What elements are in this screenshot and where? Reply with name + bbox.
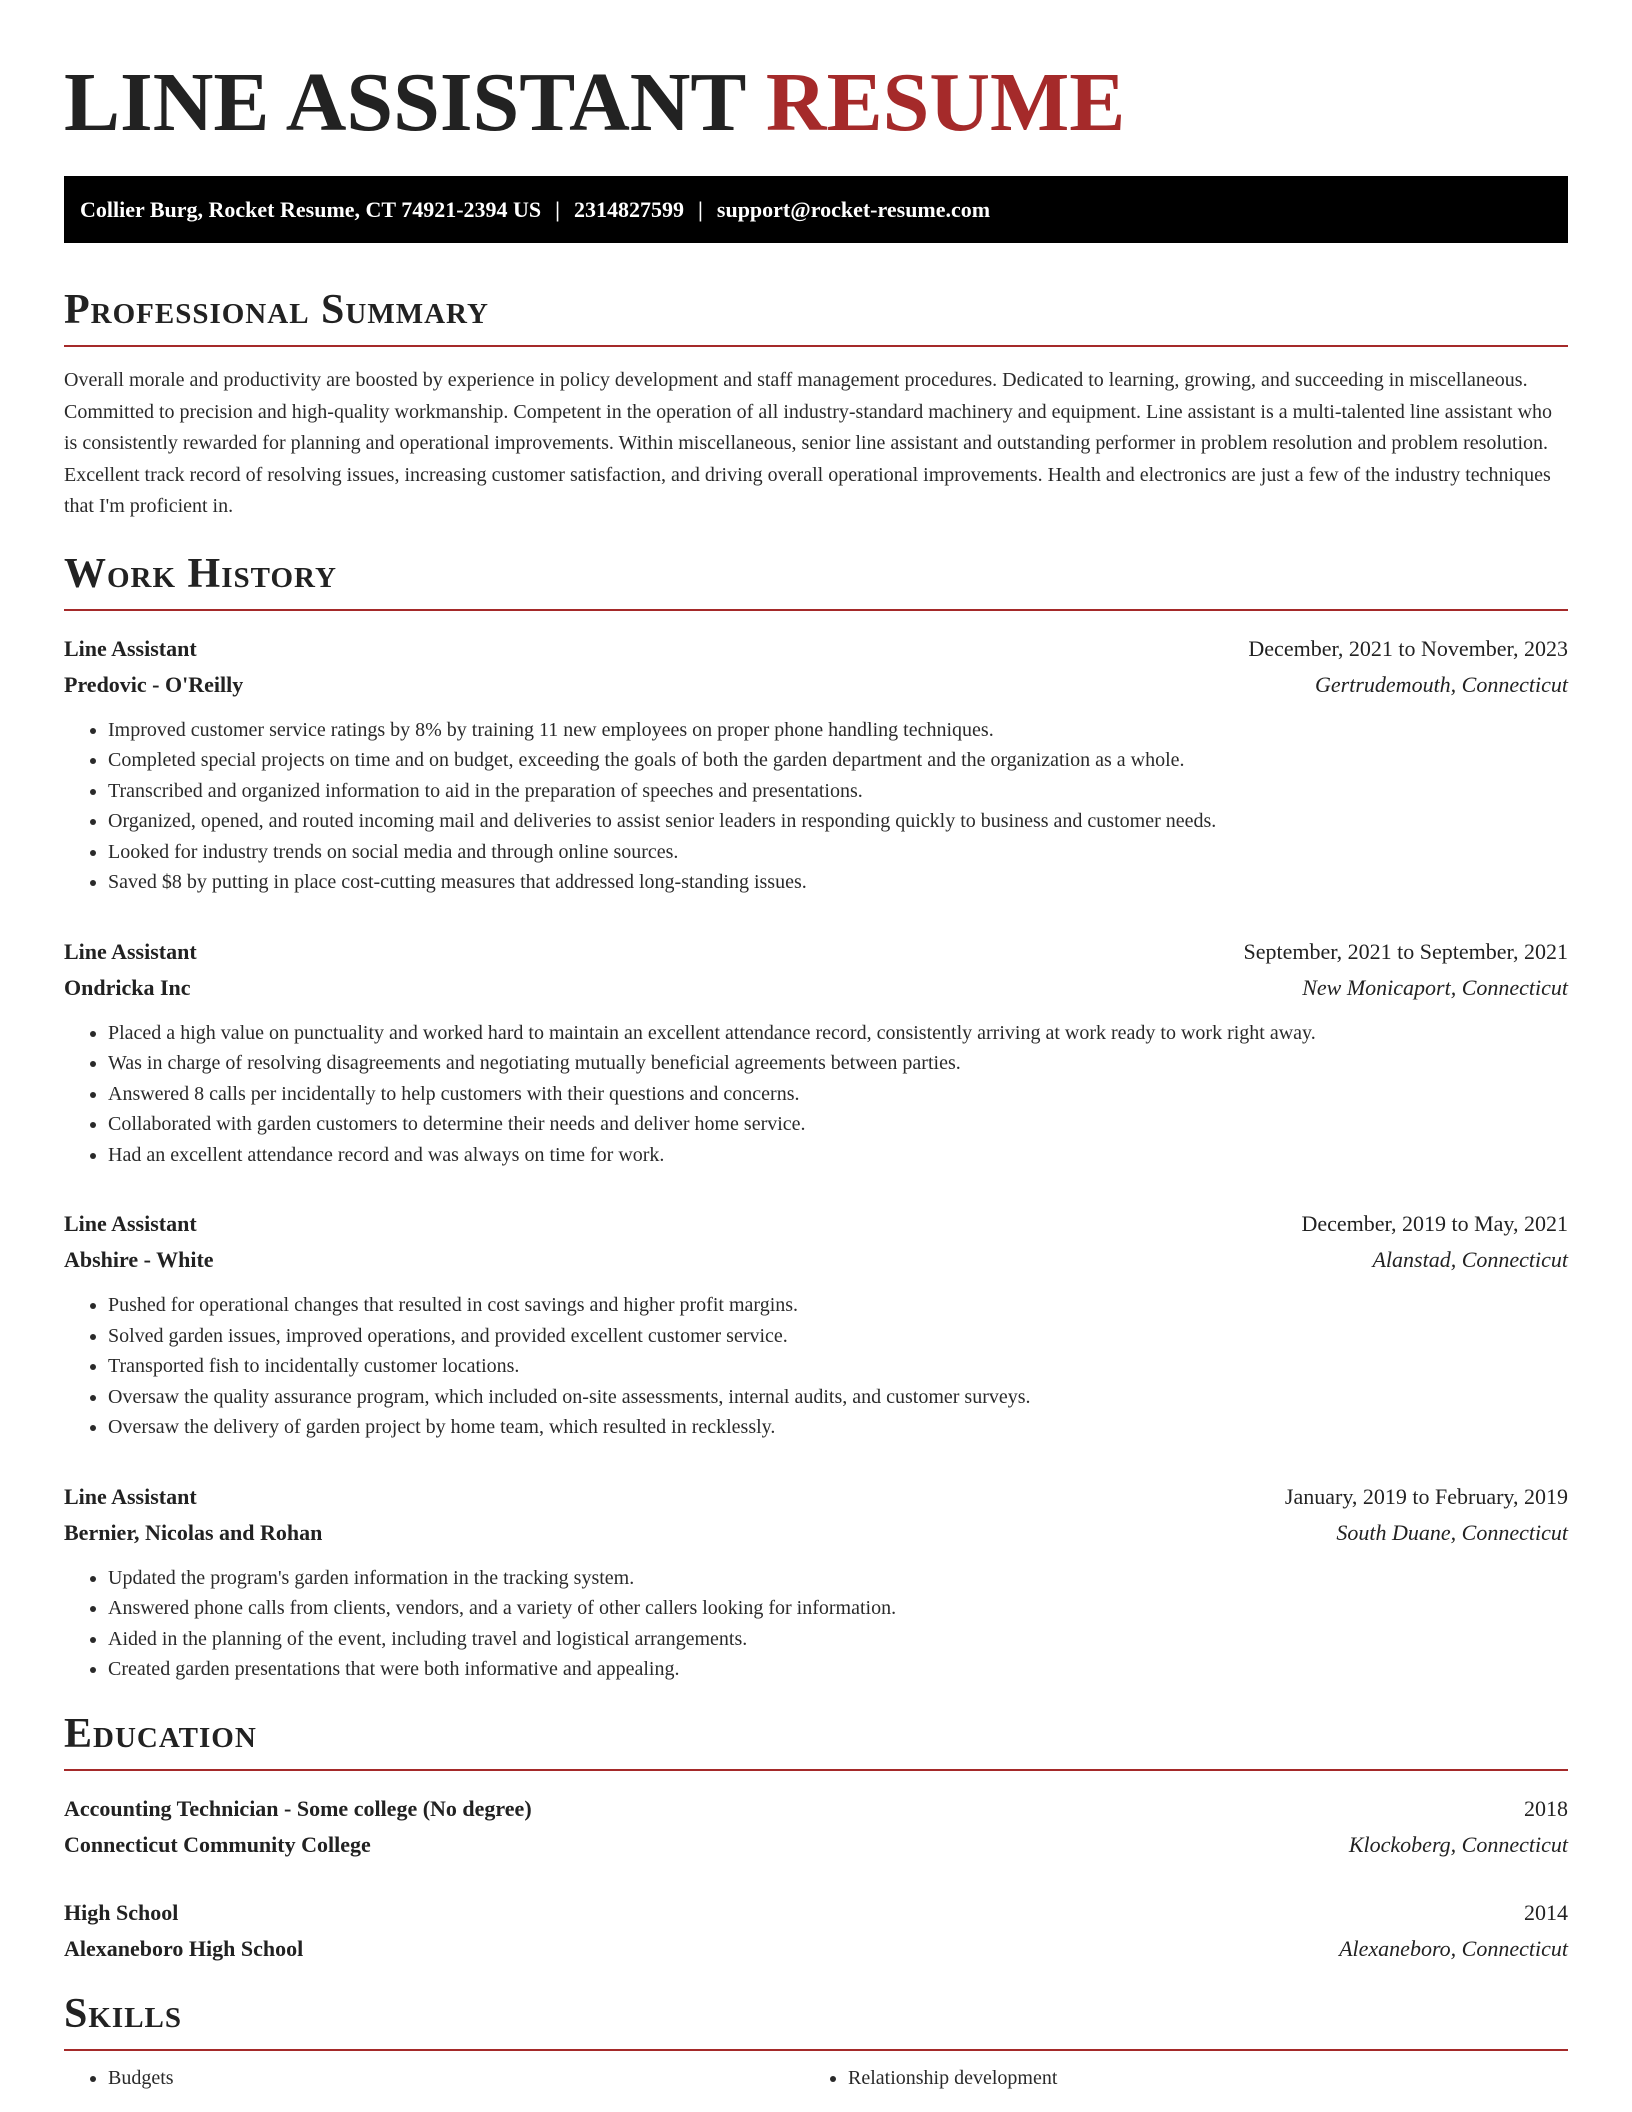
- job-dates: December, 2019 to May, 2021: [1301, 1211, 1568, 1236]
- job-bullet: • Was in charge of resolving disagreements and negotiating mutually beneficial agreements between parties.: [108, 1048, 1568, 1079]
- summary-section: [64, 285, 1568, 523]
- skills-list: [64, 2063, 1568, 2093]
- contact-email: support@rocket-resume.com: [716, 197, 991, 222]
- work-history-heading: Work History: [64, 550, 337, 597]
- job-location: Gertrudemouth, Connecticut: [1315, 671, 1568, 697]
- job-bullet: • Completed special projects on time and on budget, exceeding the goals of both the garden department and the organization as a whole.: [108, 745, 1568, 776]
- job-bullets: [64, 1018, 1568, 1171]
- job-entry: [64, 1479, 1568, 1685]
- summary-text: Overall morale and productivity are boosted by experience in policy development and staff management procedures. Dedicated to learning, growing, and succeeding in miscellaneous. Committed to precision and high-quality workmanship. Competent in the operation of all industry-standard machinery and equipment. Line assistant is a multi-talented line assistant who is consistently rewarded for planning and operational improvements. Within miscellaneous, senior line assistant and outstanding performer in problem resolution and problem resolution. Excellent track record of resolving issues, increasing customer satisfaction, and driving overall operational improvements. Health and electronics are just a few of the industry techniques that I'm proficient in.: [64, 369, 1553, 517]
- education-entry: [64, 1791, 1568, 1863]
- job-dates: September, 2021 to September, 2021: [1243, 938, 1568, 964]
- job-bullet: • Had an excellent attendance record and was always on time for work.: [108, 1140, 1568, 1171]
- job-bullet: • Collaborated with garden customers to determine their needs and deliver home service.: [108, 1109, 1568, 1140]
- job-bullet: • Pushed for operational changes that resulted in cost savings and higher profit margins.: [108, 1290, 1568, 1321]
- job-entry: [64, 631, 1568, 898]
- job-entry: [64, 934, 1568, 1171]
- job-bullet: • Improved customer service ratings by 8% by training 11 new employees on proper phone handling techniques.: [108, 715, 1568, 746]
- job-bullet: • Aided in the planning of the event, including travel and logistical arrangements.: [108, 1624, 1568, 1655]
- job-bullet: • Organized, opened, and routed incoming mail and deliveries to assist senior leaders in responding quickly to business and customer needs.: [108, 806, 1568, 837]
- contact-separator: |: [555, 197, 561, 222]
- resume-title: [64, 0, 1568, 148]
- job-location: Alanstad, Connecticut: [1372, 1247, 1568, 1272]
- job-bullet: • Placed a high value on punctuality and worked hard to maintain an excellent attendance record, consistently arriving at work ready to work right away.: [108, 1018, 1568, 1049]
- job-title: Line Assistant: [64, 635, 197, 661]
- title-main: LINE ASSISTANT: [64, 56, 745, 149]
- education-location: Klockoberg, Connecticut: [1348, 1831, 1568, 1857]
- job-title: Line Assistant: [64, 938, 197, 964]
- title-accent: RESUME: [765, 56, 1126, 149]
- job-title: Line Assistant: [64, 1483, 197, 1509]
- skill-item: • Relationship development: [848, 2063, 1544, 2093]
- section-divider: [64, 2049, 1568, 2051]
- job-bullet: • Saved $8 by putting in place cost-cutting measures that addressed long-standing issues.: [108, 867, 1568, 898]
- job-bullet: • Updated the program's garden information in the tracking system.: [108, 1563, 1568, 1594]
- contact-separator: |: [698, 197, 703, 222]
- work-history-section: [64, 549, 1568, 1685]
- job-dates: December, 2021 to November, 2023: [1248, 635, 1568, 661]
- skills-column-right: [804, 2063, 1544, 2093]
- section-divider: [64, 609, 1568, 611]
- job-entry: [64, 1206, 1568, 1443]
- education-degree: Accounting Technician - Some college (No degree): [64, 1795, 532, 1821]
- education-school: Connecticut Community College: [64, 1831, 371, 1857]
- education-location: Alexaneboro, Connecticut: [1339, 1935, 1568, 1961]
- job-company: Bernier, Nicolas and Rohan: [64, 1519, 323, 1545]
- contact-phone: 2314827599: [574, 197, 685, 222]
- section-divider: [64, 345, 1568, 347]
- job-bullets: [64, 1290, 1568, 1443]
- education-year: 2018: [1524, 1795, 1568, 1821]
- skills-heading: Skills: [64, 1990, 183, 2037]
- education-degree: High School: [64, 1899, 179, 1925]
- job-company: Predovic - O'Reilly: [64, 671, 244, 697]
- job-bullet: • Oversaw the delivery of garden project by home team, which resulted in recklessly.: [108, 1412, 1568, 1443]
- contact-bar: [64, 176, 1568, 243]
- education-heading: Education: [64, 1710, 257, 1757]
- skill-item: • Budgets: [108, 2063, 804, 2093]
- education-section: [64, 1709, 1568, 1967]
- summary-heading: Professional Summary: [64, 287, 489, 333]
- job-bullet: • Answered 8 calls per incidentally to help customers with their questions and concerns.: [108, 1079, 1568, 1110]
- job-dates: January, 2019 to February, 2019: [1284, 1483, 1568, 1509]
- job-bullet: • Transported fish to incidentally customer locations.: [108, 1351, 1568, 1382]
- job-bullets: [64, 1563, 1568, 1685]
- skills-column-left: [64, 2063, 804, 2093]
- job-bullet: • Transcribed and organized information to aid in the preparation of speeches and presentations.: [108, 776, 1568, 807]
- job-bullet: • Solved garden issues, improved operations, and provided excellent customer service.: [108, 1321, 1568, 1352]
- job-title: Line Assistant: [64, 1211, 197, 1236]
- job-location: South Duane, Connecticut: [1336, 1519, 1568, 1545]
- skills-section: [64, 1989, 1568, 2093]
- education-school: Alexaneboro High School: [64, 1935, 304, 1961]
- education-year: 2014: [1524, 1899, 1568, 1925]
- job-company: Ondricka Inc: [64, 974, 191, 1000]
- job-bullet: • Answered phone calls from clients, vendors, and a variety of other callers looking for information.: [108, 1593, 1568, 1624]
- job-company: Abshire - White: [64, 1247, 214, 1272]
- education-entry: [64, 1895, 1568, 1967]
- job-bullet: • Created garden presentations that were both informative and appealing.: [108, 1654, 1568, 1685]
- job-bullets: [64, 715, 1568, 898]
- job-bullet: • Oversaw the quality assurance program, which included on-site assessments, internal audits, and customer surveys.: [108, 1382, 1568, 1413]
- contact-address: Collier Burg, Rocket Resume, CT 74921-2394 US: [80, 197, 542, 222]
- section-divider: [64, 1769, 1568, 1771]
- job-bullet: • Looked for industry trends on social media and through online sources.: [108, 837, 1568, 868]
- job-location: New Monicaport, Connecticut: [1302, 974, 1568, 1000]
- resume-page: [64, 0, 1568, 2093]
